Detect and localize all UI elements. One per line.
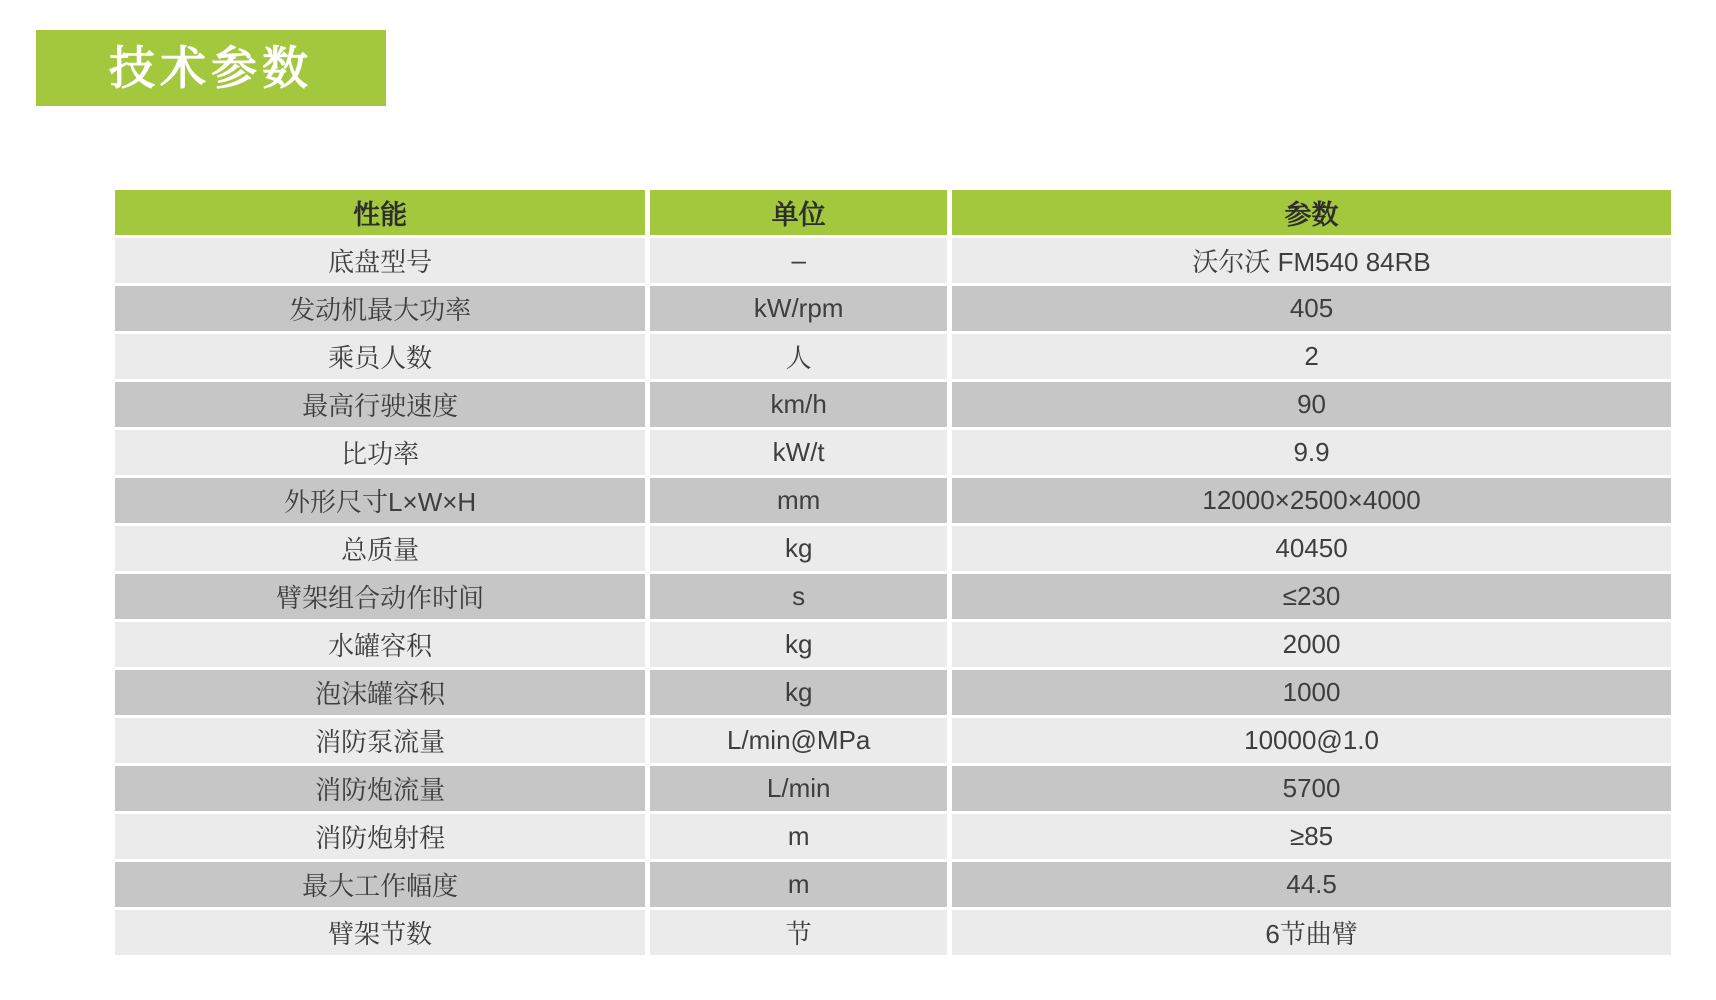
performance-cell: 总质量	[115, 526, 645, 571]
parameter-cell: 2	[952, 334, 1671, 379]
parameter-cell: ≥85	[952, 814, 1671, 859]
parameter-cell: 9.9	[952, 430, 1671, 475]
unit-cell: kg	[650, 526, 947, 571]
table-row	[115, 670, 1671, 715]
performance-cell: 外形尺寸L×W×H	[115, 478, 645, 523]
unit-cell: kg	[650, 622, 947, 667]
table-row	[115, 334, 1671, 379]
parameter-cell: 40450	[952, 526, 1671, 571]
parameter-cell: 2000	[952, 622, 1671, 667]
table-row	[115, 718, 1671, 763]
parameter-cell: 90	[952, 382, 1671, 427]
unit-cell: 人	[650, 334, 947, 379]
performance-cell: 最大工作幅度	[115, 862, 645, 907]
parameter-cell: 1000	[952, 670, 1671, 715]
unit-cell: –	[650, 238, 947, 283]
performance-cell: 比功率	[115, 430, 645, 475]
parameter-cell: 10000@1.0	[952, 718, 1671, 763]
table-row	[115, 526, 1671, 571]
unit-cell: m	[650, 814, 947, 859]
unit-cell: kg	[650, 670, 947, 715]
table-row	[115, 910, 1671, 955]
col-header-unit: 单位	[650, 190, 947, 235]
table-row	[115, 862, 1671, 907]
performance-cell: 乘员人数	[115, 334, 645, 379]
parameter-cell: 5700	[952, 766, 1671, 811]
performance-cell: 最高行驶速度	[115, 382, 645, 427]
table-row	[115, 430, 1671, 475]
table-row	[115, 814, 1671, 859]
table-row	[115, 382, 1671, 427]
performance-cell: 发动机最大功率	[115, 286, 645, 331]
header-row	[115, 190, 1671, 235]
parameter-cell: 405	[952, 286, 1671, 331]
parameter-cell: 12000×2500×4000	[952, 478, 1671, 523]
unit-cell: L/min@MPa	[650, 718, 947, 763]
col-header-parameter: 参数	[952, 190, 1671, 235]
unit-cell: mm	[650, 478, 947, 523]
spec-table-header	[115, 190, 1671, 235]
parameter-cell: ≤230	[952, 574, 1671, 619]
unit-cell: 节	[650, 910, 947, 955]
performance-cell: 消防炮流量	[115, 766, 645, 811]
table-row	[115, 238, 1671, 283]
table-row	[115, 286, 1671, 331]
unit-cell: s	[650, 574, 947, 619]
performance-cell: 底盘型号	[115, 238, 645, 283]
unit-cell: m	[650, 862, 947, 907]
table-row	[115, 478, 1671, 523]
parameter-cell: 沃尔沃 FM540 84RB	[952, 238, 1671, 283]
page-title: 技术参数	[109, 42, 313, 94]
unit-cell: L/min	[650, 766, 947, 811]
table-row	[115, 574, 1671, 619]
performance-cell: 消防泵流量	[115, 718, 645, 763]
performance-cell: 泡沫罐容积	[115, 670, 645, 715]
spec-table	[110, 187, 1676, 958]
parameter-cell: 44.5	[952, 862, 1671, 907]
col-header-performance: 性能	[115, 190, 645, 235]
unit-cell: kW/t	[650, 430, 947, 475]
performance-cell: 消防炮射程	[115, 814, 645, 859]
spec-table-body	[115, 238, 1671, 955]
parameter-cell: 6节曲臂	[952, 910, 1671, 955]
performance-cell: 臂架节数	[115, 910, 645, 955]
section-title-badge	[36, 30, 386, 106]
performance-cell: 水罐容积	[115, 622, 645, 667]
performance-cell: 臂架组合动作时间	[115, 574, 645, 619]
table-row	[115, 622, 1671, 667]
unit-cell: kW/rpm	[650, 286, 947, 331]
unit-cell: km/h	[650, 382, 947, 427]
table-row	[115, 766, 1671, 811]
